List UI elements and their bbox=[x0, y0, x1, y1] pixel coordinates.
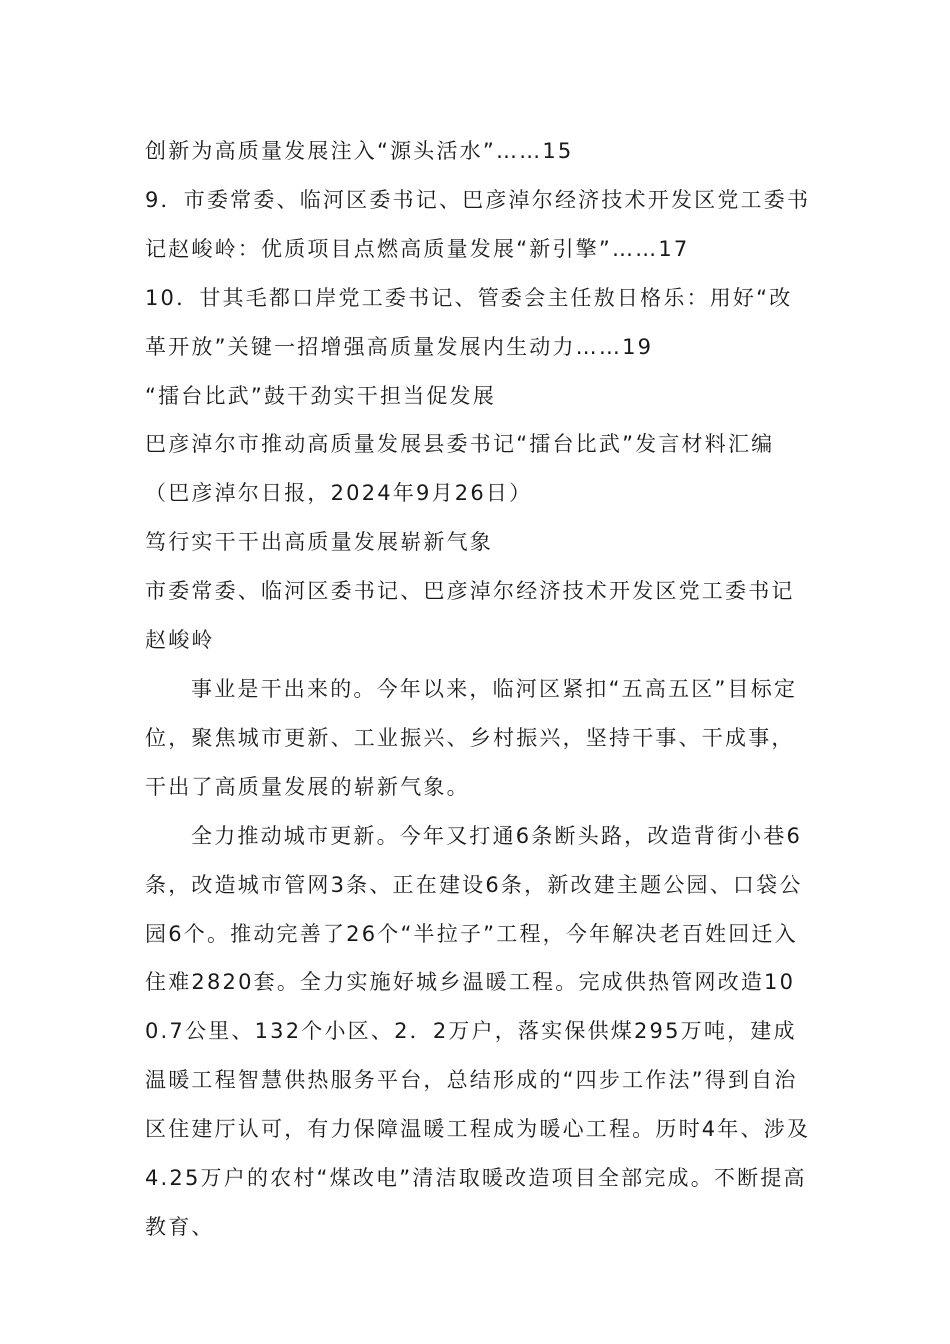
article-title: 笃行实干干出高质量发展崭新气象 bbox=[145, 530, 493, 555]
collection-title: 巴彦淖尔市推动高质量发展县委书记“擂台比武”发言材料汇编 bbox=[145, 432, 775, 457]
toc-item-9: 9．市委常委、临河区委书记、巴彦淖尔经济技术开发区党工委书记赵峻岭：优质项目点燃高质量发展“新引擎”……17 bbox=[145, 187, 811, 261]
toc-item-8-tail: 创新为高质量发展注入“源头活水”……15 bbox=[145, 139, 574, 163]
article-author: 市委常委、临河区委书记、巴彦淖尔经济技术开发区党工委书记赵峻岭 bbox=[145, 579, 795, 653]
article-paragraph: 全力推动城市更新。今年又打通6条断头路，改造背街小巷6条，改造城市管网3条、正在建设6条，新改建主题公园、口袋公园6个。推动完善了26个“半拉子”工程，今年解决老百姓回迁入住难2820套。全力实施好城乡温暖工程。完成供热管网改造100.7公里、132个小区、2．2万户，落实保供煤295万吨，建成温暖工程智慧供热服务平台，总结形成的“四步工作法”得到自治区住建厅认可，有力保障温暖工程成为暖心工程。历时4年、涉及4.25万户的农村“煤改电”清洁取暖改造项目全部完成。不断提高教育、 bbox=[145, 823, 811, 1239]
toc-item-10: 10．甘其毛都口岸党工委书记、管委会主任敖日格乐：用好“改革开放”关键一招增强高质量发展内生动力……19 bbox=[145, 285, 793, 359]
source-citation: （巴彦淖尔日报，2024年9月26日） bbox=[145, 481, 533, 506]
document-body bbox=[145, 127, 813, 1252]
article-paragraph: 事业是干出来的。今年以来，临河区紧扣“五高五区”目标定位，聚焦城市更新、工业振兴、乡村振兴，坚持干事、干成事，干出了高质量发展的崭新气象。 bbox=[145, 676, 798, 799]
section-heading: “擂台比武”鼓干劲实干担当促发展 bbox=[145, 383, 496, 408]
